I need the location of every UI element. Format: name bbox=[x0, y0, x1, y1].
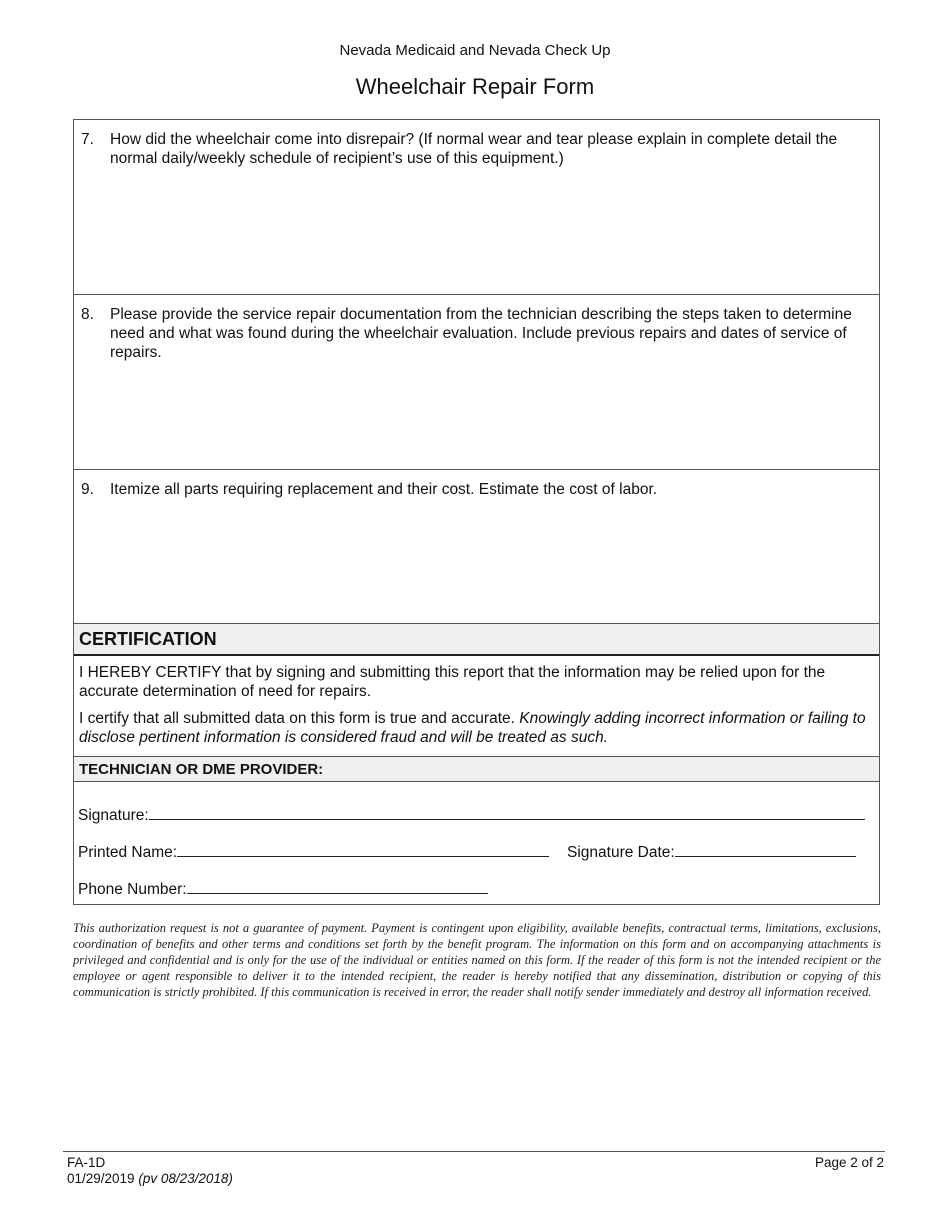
question-text: How did the wheelchair come into disrepair? (If normal wear and tear please explain in complete detail the normal daily/weekly schedule of recipient’s use of this equipment.) bbox=[110, 131, 838, 167]
printed-name-label: Printed Name: bbox=[78, 844, 178, 861]
signature-date-field bbox=[567, 841, 856, 862]
disclaimer-text: This authorization request is not a guarantee of payment. Payment is contingent upon eligibility, available benefits, contractual terms, limitations, exclusions, coordination of benefits and other terms and conditions set forth by the benefit program. The information on this form and on accompanying attachments is privileged and confidential and is only for the use of the individual or entities named on this form. If the reader of this form is not the intended recipient or the employee or agent responsible to deliver it to the intended recipient, the reader is hereby notified that any dissemination, distribution or copying of this communication is strictly prohibited. If this communication is received in error, the reader shall notify sender immediately and destroy all information received. bbox=[73, 921, 881, 999]
form-date: 01/29/2019 bbox=[67, 1171, 135, 1186]
phone-number-line[interactable] bbox=[187, 878, 488, 894]
technician-heading: TECHNICIAN OR DME PROVIDER: bbox=[74, 757, 879, 782]
printed-name-field bbox=[78, 841, 549, 862]
question-number: 9. bbox=[81, 481, 94, 498]
previous-version: (pv 08/23/2018) bbox=[138, 1171, 233, 1186]
signature-date-label: Signature Date: bbox=[567, 844, 675, 861]
certification-paragraph-1: I HEREBY CERTIFY that by signing and submitting this report that the information may be relied upon for the accurate determination of need for repairs. bbox=[79, 664, 826, 700]
question-text: Itemize all parts requiring replacement and their cost. Estimate the cost of labor. bbox=[110, 481, 658, 498]
form-date-line bbox=[67, 1171, 233, 1187]
organization-name: Nevada Medicaid and Nevada Check Up bbox=[339, 42, 611, 59]
certification-statement: I certify that all submitted data on this form is true and accurate. bbox=[79, 710, 515, 727]
page-number: Page 2 of 2 bbox=[814, 1155, 884, 1170]
signature-field bbox=[78, 804, 865, 825]
signature-line[interactable] bbox=[149, 804, 865, 820]
footer-form-info bbox=[67, 1155, 233, 1187]
printed-name-line[interactable] bbox=[177, 841, 549, 857]
certification-heading: CERTIFICATION bbox=[74, 624, 879, 656]
question-number: 7. bbox=[81, 131, 94, 148]
form-title: Wheelchair Repair Form bbox=[355, 74, 595, 99]
question-8-section[interactable] bbox=[74, 295, 879, 470]
form-box bbox=[73, 119, 880, 905]
form-id: FA-1D bbox=[67, 1155, 106, 1170]
phone-number-field bbox=[78, 878, 488, 899]
certification-body bbox=[74, 656, 879, 757]
signature-date-line[interactable] bbox=[675, 841, 856, 857]
signature-label: Signature: bbox=[78, 807, 149, 824]
fraud-warning: Knowingly adding incorrect information or failing to disclose pertinent information is considered fraud and will be treated as such. bbox=[79, 710, 866, 746]
footer-divider bbox=[63, 1151, 885, 1152]
phone-number-label: Phone Number: bbox=[78, 881, 187, 898]
question-7-section[interactable] bbox=[74, 120, 879, 295]
certification-paragraph-2 bbox=[79, 709, 873, 747]
question-number: 8. bbox=[81, 306, 94, 323]
question-text: Please provide the service repair documentation from the technician describing the steps taken to determine need and what was found during the wheelchair evaluation. Include previous repairs and dates of service of repairs. bbox=[110, 306, 852, 361]
question-9-section[interactable] bbox=[74, 470, 879, 624]
